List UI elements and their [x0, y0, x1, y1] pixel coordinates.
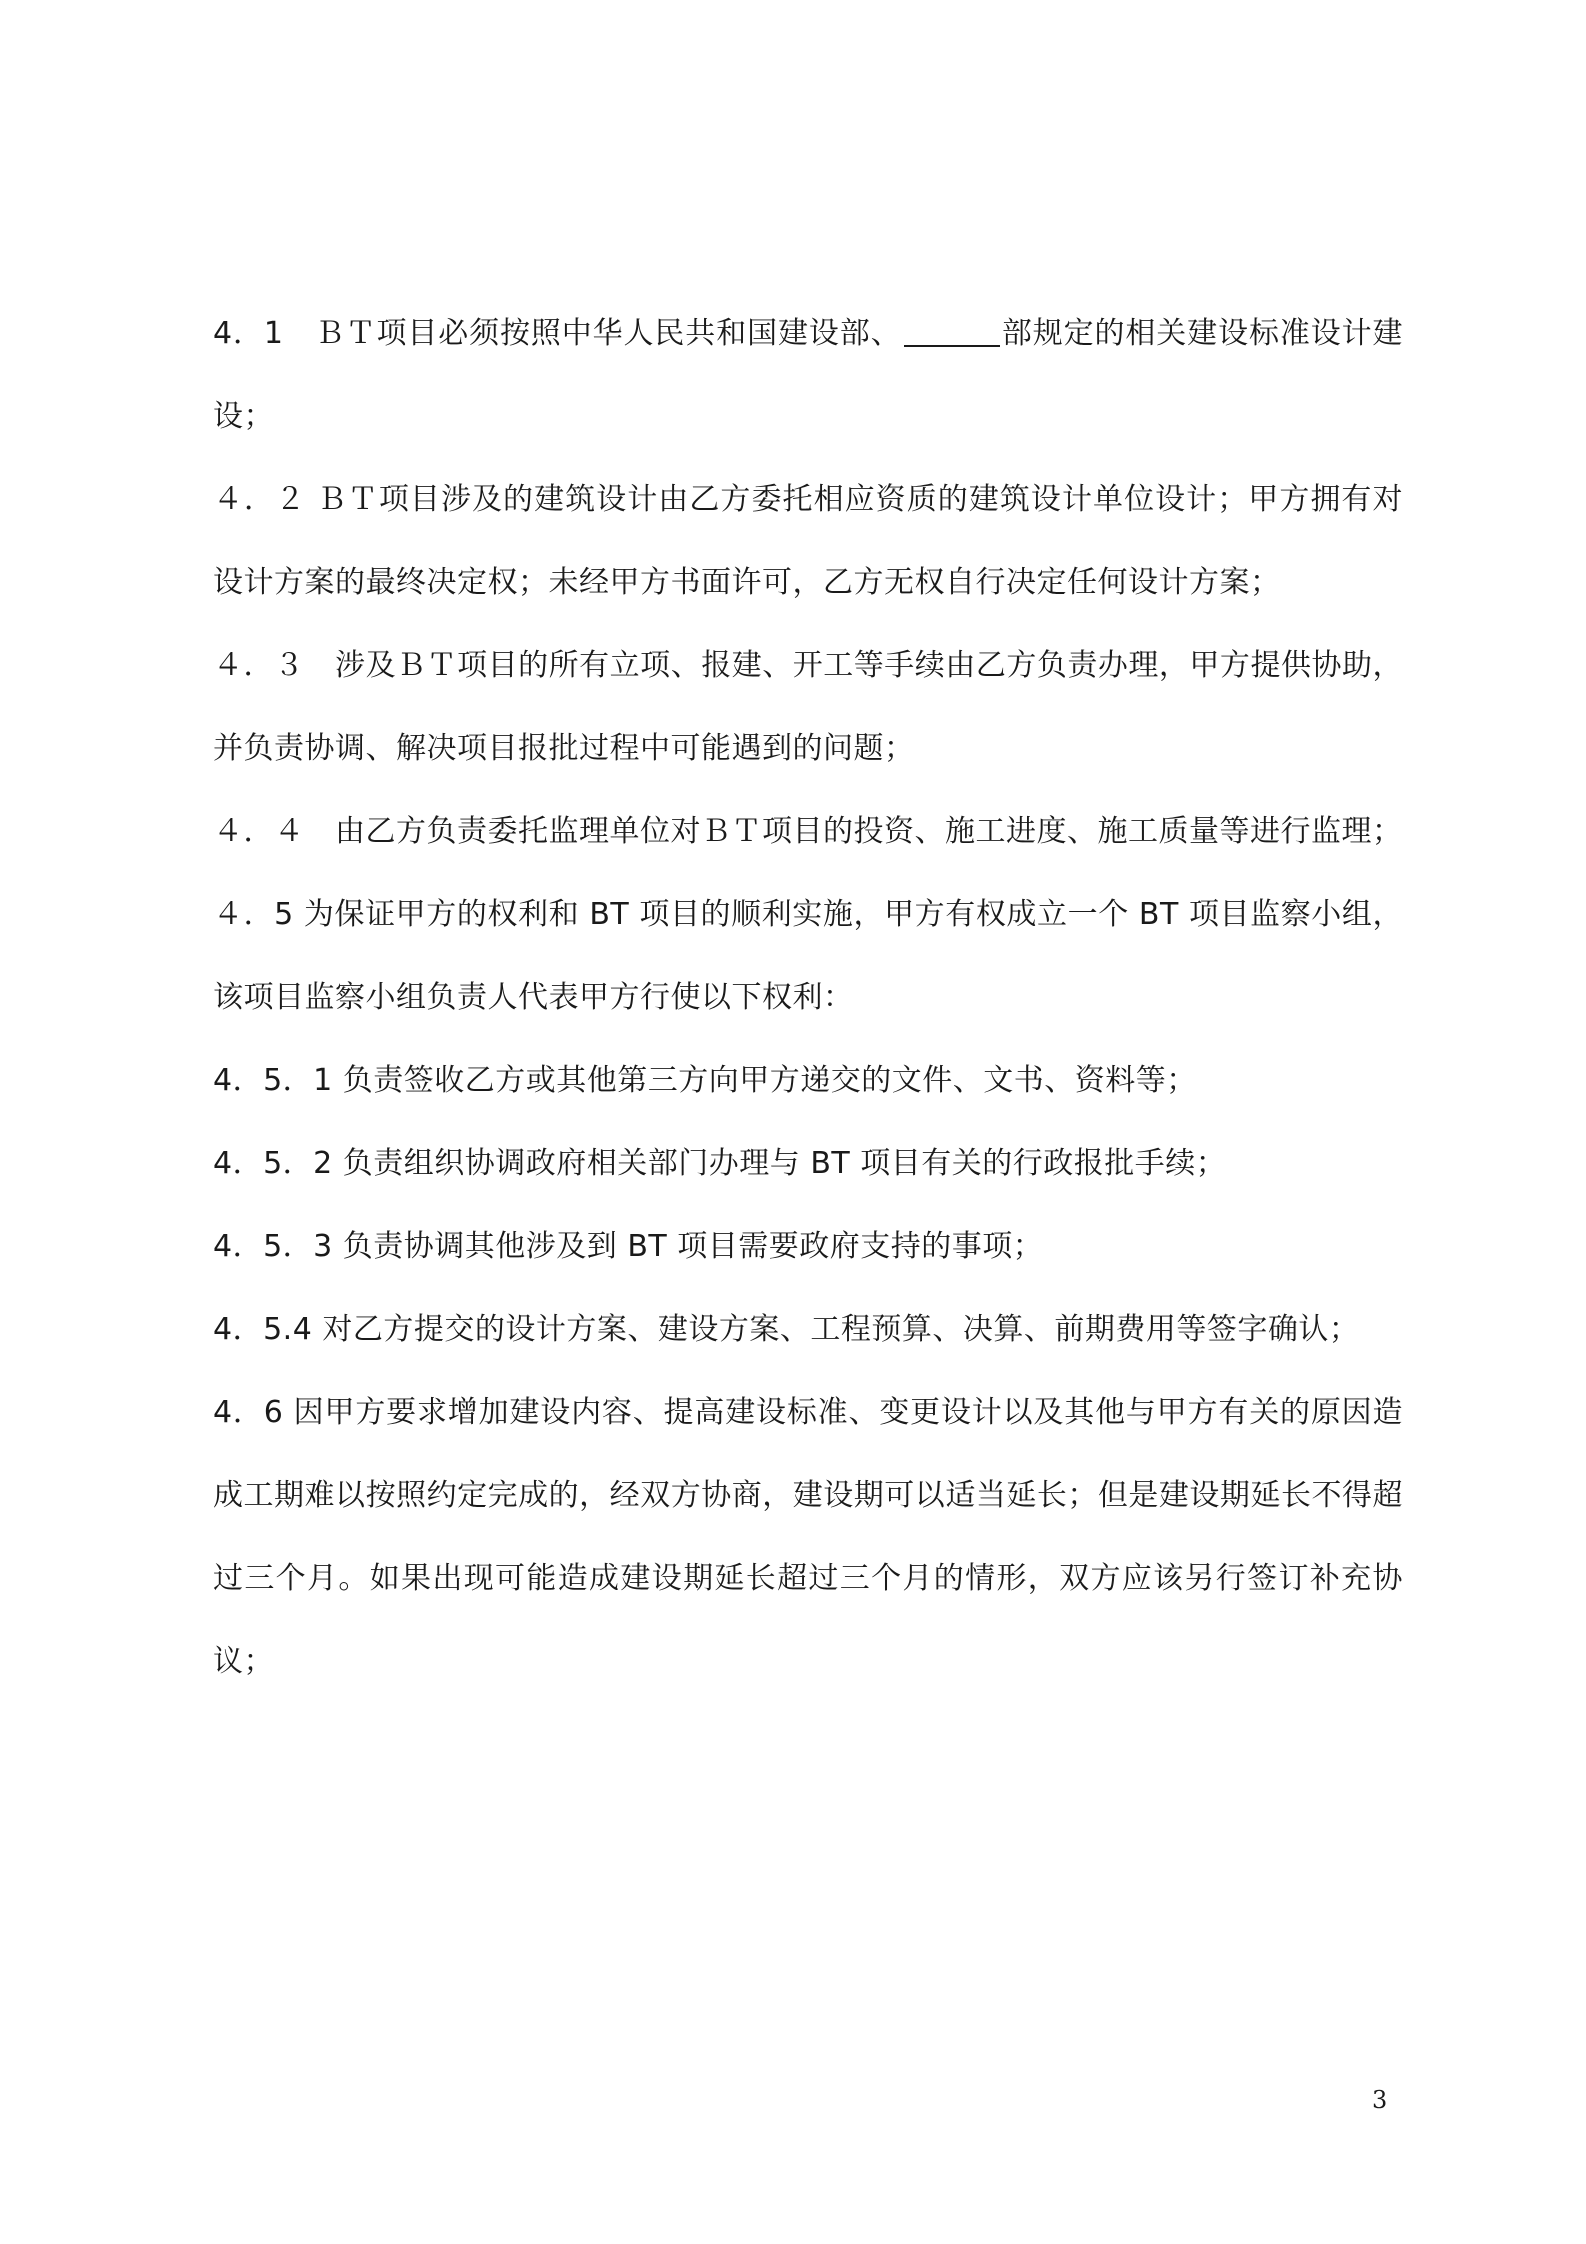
clause-4-1-text-before: 4．1 ＢＴ项目必须按照中华人民共和国建设部、: [213, 316, 902, 351]
clause-4-1-text-after: 部规定的相关建设标准设计建设；: [213, 316, 1403, 434]
clause-4-4: ４．４ 由乙方负责委托监理单位对ＢＴ项目的投资、施工进度、施工质量等进行监理；: [213, 814, 1403, 849]
clause-4-5: ４．5 为保证甲方的权利和 BT 项目的顺利实施，甲方有权成立一个 BT 项目监察小组，该项目监察小组负责人代表甲方行使以下权利：: [213, 897, 1403, 1015]
fill-in-blank: [904, 315, 1000, 347]
clause-4-5-2: 4．5．2 负责组织协调政府相关部门办理与 BT 项目有关的行政报批手续；: [213, 1146, 1227, 1181]
clause-4-5-3: 4．5．3 负责协调其他涉及到 BT 项目需要政府支持的事项；: [213, 1229, 1044, 1264]
clause-4-2: ４．２ ＢＴ项目涉及的建筑设计由乙方委托相应资质的建筑设计单位设计；甲方拥有对设计方案的最终决定权；未经甲方书面许可，乙方无权自行决定任何设计方案；: [213, 482, 1403, 600]
clause-4-5-1: 4．5．1 负责签收乙方或其他第三方向甲方递交的文件、文书、资料等；: [213, 1063, 1197, 1098]
page-number: 3: [1372, 2086, 1388, 2114]
clause-4-1: [213, 292, 1403, 458]
clause-4-5-4: 4．5.4 对乙方提交的设计方案、建设方案、工程预算、决算、前期费用等签字确认；: [213, 1312, 1360, 1347]
clause-4-6: 4．6 因甲方要求增加建设内容、提高建设标准、变更设计以及其他与甲方有关的原因造成工期难以按照约定完成的，经双方协商，建设期可以适当延长；但是建设期延长不得超过三个月。如果出现可能造成建设期延长超过三个月的情形，双方应该另行签订补充协议；: [213, 1395, 1403, 1679]
clause-list: [213, 292, 1403, 1703]
clause-4-3: ４．３ 涉及ＢＴ项目的所有立项、报建、开工等手续由乙方负责办理，甲方提供协助，并负责协调、解决项目报批过程中可能遇到的问题；: [213, 648, 1403, 766]
